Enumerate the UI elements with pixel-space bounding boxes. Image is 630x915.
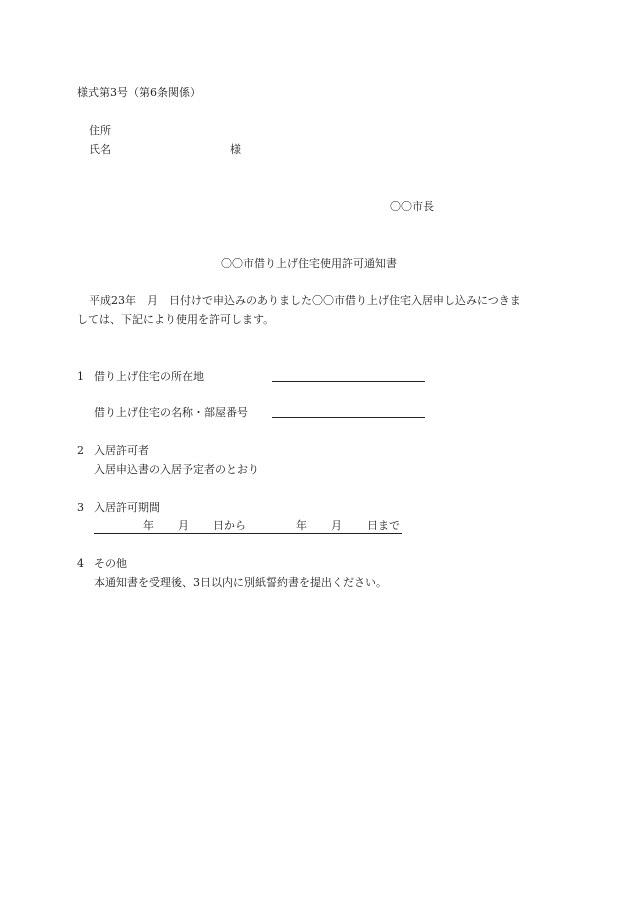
item-3-label: 入居許可期間 [94,501,160,514]
period-year-2: 年 [296,519,307,532]
name-room-blank-line [272,417,425,418]
location-blank-line [272,381,425,382]
body-line-2: しては、下記により使用を許可します。 [77,313,275,326]
item-4-label: その他 [94,557,127,570]
form-number: 様式第3号（第6条関係） [77,86,201,99]
permit-period-line [94,519,402,534]
item-1-name-room-label: 借り上げ住宅の名称・部屋番号 [94,406,248,419]
period-month-1: 月 [178,519,189,532]
honorific: 様 [230,143,241,156]
body-line-1: 平成23年 月 日付けで申込みのありました〇〇市借り上げ住宅入居申し込みにつきま [89,294,521,307]
period-day-to: 日まで [367,519,400,532]
item-2-number: 2 [77,444,84,457]
issuer: 〇〇市長 [390,200,434,213]
period-day-from: 日から [213,519,246,532]
item-2-label: 入居許可者 [94,444,149,457]
item-2-value: 入居申込書の入居予定者のとおり [94,463,259,476]
period-year-1: 年 [143,519,154,532]
name-label: 氏名 [89,143,111,156]
document-title: 〇〇市借り上げ住宅使用許可通知書 [221,257,397,270]
address-label: 住所 [89,124,111,137]
item-1-number: 1 [77,370,84,383]
item-4-number: 4 [77,557,84,570]
item-3-number: 3 [77,501,84,514]
period-month-2: 月 [331,519,342,532]
item-1-location-label: 借り上げ住宅の所在地 [94,370,204,383]
item-4-value: 本通知書を受理後、3日以内に別紙誓約書を提出ください。 [94,576,387,589]
